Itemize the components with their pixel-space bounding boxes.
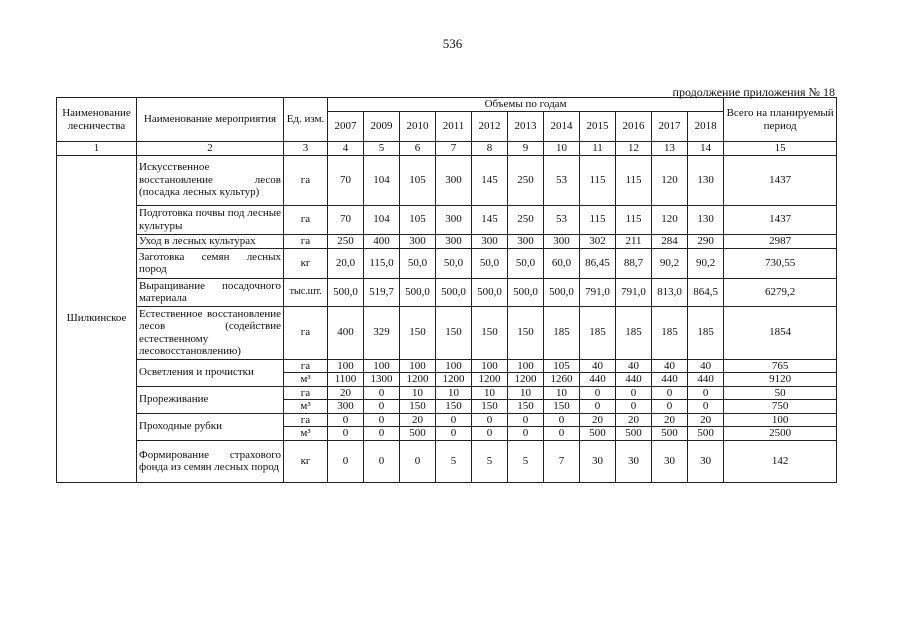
value-cell: 0 (472, 413, 508, 427)
value-cell: 1100 (328, 373, 364, 387)
value-cell: 20,0 (328, 248, 364, 278)
value-cell: 500 (652, 427, 688, 441)
value-cell: 300 (436, 155, 472, 205)
table-row (57, 386, 837, 400)
value-cell: 150 (400, 306, 436, 359)
value-cell: 30 (580, 440, 616, 482)
value-cell: 0 (436, 413, 472, 427)
value-cell: 0 (328, 427, 364, 441)
value-cell: 1200 (508, 373, 544, 387)
value-cell: 0 (688, 400, 724, 414)
unit-cell: га (284, 306, 328, 359)
value-cell: 0 (580, 386, 616, 400)
value-cell: 300 (436, 234, 472, 248)
value-cell: 0 (508, 413, 544, 427)
value-cell: 500,0 (508, 278, 544, 306)
total-cell: 750 (724, 400, 837, 414)
value-cell: 40 (652, 359, 688, 373)
value-cell: 0 (328, 440, 364, 482)
column-index: 5 (364, 142, 400, 156)
unit-cell: кг (284, 440, 328, 482)
table-row (57, 248, 837, 278)
value-cell: 60,0 (544, 248, 580, 278)
total-cell: 730,55 (724, 248, 837, 278)
value-cell: 10 (472, 386, 508, 400)
value-cell: 130 (688, 155, 724, 205)
value-cell: 0 (472, 427, 508, 441)
value-cell: 185 (544, 306, 580, 359)
value-cell: 0 (652, 386, 688, 400)
value-cell: 40 (688, 359, 724, 373)
unit-cell: га (284, 234, 328, 248)
value-cell: 88,7 (616, 248, 652, 278)
value-cell: 211 (616, 234, 652, 248)
value-cell: 500,0 (400, 278, 436, 306)
value-cell: 115 (580, 205, 616, 234)
column-index: 15 (724, 142, 837, 156)
table-row (57, 306, 837, 359)
value-cell: 0 (364, 400, 400, 414)
value-cell: 185 (580, 306, 616, 359)
value-cell: 50,0 (400, 248, 436, 278)
value-cell: 500,0 (544, 278, 580, 306)
value-cell: 185 (652, 306, 688, 359)
value-cell: 440 (688, 373, 724, 387)
unit-cell: га (284, 155, 328, 205)
value-cell: 7 (544, 440, 580, 482)
unit-cell: га (284, 205, 328, 234)
value-cell: 150 (508, 306, 544, 359)
unit-cell: м³ (284, 373, 328, 387)
value-cell: 50,0 (508, 248, 544, 278)
table-row (57, 359, 837, 373)
value-cell: 150 (508, 400, 544, 414)
value-cell: 115,0 (364, 248, 400, 278)
column-index: 4 (328, 142, 364, 156)
value-cell: 10 (508, 386, 544, 400)
activity-name: Уход в лесных культурах (137, 234, 284, 248)
value-cell: 20 (400, 413, 436, 427)
total-cell: 2987 (724, 234, 837, 248)
value-cell: 53 (544, 205, 580, 234)
value-cell: 5 (508, 440, 544, 482)
value-cell: 0 (364, 386, 400, 400)
column-index: 13 (652, 142, 688, 156)
value-cell: 791,0 (580, 278, 616, 306)
value-cell: 105 (400, 205, 436, 234)
value-cell: 300 (436, 205, 472, 234)
value-cell: 145 (472, 205, 508, 234)
forestry-name: Шилкинское (57, 155, 137, 482)
value-cell: 100 (436, 359, 472, 373)
total-cell: 1437 (724, 155, 837, 205)
column-index: 7 (436, 142, 472, 156)
value-cell: 500 (616, 427, 652, 441)
year-header: 2015 (580, 112, 616, 142)
year-header: 2010 (400, 112, 436, 142)
total-cell: 1437 (724, 205, 837, 234)
value-cell: 300 (508, 234, 544, 248)
value-cell: 10 (436, 386, 472, 400)
value-cell: 104 (364, 155, 400, 205)
column-index: 8 (472, 142, 508, 156)
value-cell: 5 (472, 440, 508, 482)
unit-cell: га (284, 413, 328, 427)
header-volumes: Объемы по годам (328, 98, 724, 112)
value-cell: 813,0 (652, 278, 688, 306)
value-cell: 20 (580, 413, 616, 427)
unit-cell: га (284, 359, 328, 373)
value-cell: 0 (400, 440, 436, 482)
value-cell: 70 (328, 155, 364, 205)
header-unit: Ед. изм. (284, 98, 328, 142)
value-cell: 53 (544, 155, 580, 205)
value-cell: 864,5 (688, 278, 724, 306)
year-header: 2013 (508, 112, 544, 142)
value-cell: 519,7 (364, 278, 400, 306)
value-cell: 440 (652, 373, 688, 387)
value-cell: 20 (616, 413, 652, 427)
value-cell: 0 (364, 440, 400, 482)
value-cell: 20 (688, 413, 724, 427)
value-cell: 0 (688, 386, 724, 400)
value-cell: 50,0 (436, 248, 472, 278)
year-header: 2018 (688, 112, 724, 142)
column-index: 11 (580, 142, 616, 156)
table-row (57, 155, 837, 205)
value-cell: 115 (616, 205, 652, 234)
value-cell: 791,0 (616, 278, 652, 306)
column-index: 3 (284, 142, 328, 156)
total-cell: 9120 (724, 373, 837, 387)
value-cell: 130 (688, 205, 724, 234)
value-cell: 250 (508, 155, 544, 205)
value-cell: 30 (616, 440, 652, 482)
value-cell: 400 (364, 234, 400, 248)
value-cell: 0 (544, 427, 580, 441)
activity-name: Прореживание (137, 386, 284, 413)
value-cell: 500 (400, 427, 436, 441)
activity-name: Естественное восстановление лесов (содействие естественному лесовосстановлению) (137, 306, 284, 359)
value-cell: 120 (652, 205, 688, 234)
value-cell: 0 (508, 427, 544, 441)
activity-name: Осветления и прочистки (137, 359, 284, 386)
continuation-caption: продолжение приложения № 18 (672, 85, 835, 99)
value-cell: 250 (508, 205, 544, 234)
total-cell: 1854 (724, 306, 837, 359)
total-cell: 142 (724, 440, 837, 482)
value-cell: 30 (652, 440, 688, 482)
year-header: 2012 (472, 112, 508, 142)
total-cell: 6279,2 (724, 278, 837, 306)
table-row (57, 205, 837, 234)
value-cell: 86,45 (580, 248, 616, 278)
unit-cell: тыс.шт. (284, 278, 328, 306)
page-number: 536 (442, 36, 463, 51)
unit-cell: м³ (284, 400, 328, 414)
value-cell: 302 (580, 234, 616, 248)
value-cell: 120 (652, 155, 688, 205)
value-cell: 100 (472, 359, 508, 373)
value-cell: 150 (400, 400, 436, 414)
value-cell: 1200 (472, 373, 508, 387)
value-cell: 400 (328, 306, 364, 359)
column-index: 1 (57, 142, 137, 156)
value-cell: 0 (544, 413, 580, 427)
value-cell: 290 (688, 234, 724, 248)
column-index: 9 (508, 142, 544, 156)
unit-cell: м³ (284, 427, 328, 441)
value-cell: 150 (544, 400, 580, 414)
unit-cell: га (284, 386, 328, 400)
year-header: 2009 (364, 112, 400, 142)
value-cell: 0 (616, 386, 652, 400)
total-cell: 765 (724, 359, 837, 373)
value-cell: 0 (652, 400, 688, 414)
value-cell: 150 (472, 400, 508, 414)
value-cell: 70 (328, 205, 364, 234)
value-cell: 1200 (400, 373, 436, 387)
value-cell: 500,0 (436, 278, 472, 306)
value-cell: 100 (400, 359, 436, 373)
value-cell: 284 (652, 234, 688, 248)
activity-name: Выращивание посадочного материала (137, 278, 284, 306)
value-cell: 105 (544, 359, 580, 373)
value-cell: 50,0 (472, 248, 508, 278)
value-cell: 500,0 (472, 278, 508, 306)
table-row (57, 234, 837, 248)
year-header: 2011 (436, 112, 472, 142)
value-cell: 300 (544, 234, 580, 248)
value-cell: 440 (616, 373, 652, 387)
value-cell: 500,0 (328, 278, 364, 306)
value-cell: 100 (328, 359, 364, 373)
value-cell: 150 (436, 400, 472, 414)
value-cell: 10 (544, 386, 580, 400)
table-row (57, 440, 837, 482)
value-cell: 1260 (544, 373, 580, 387)
value-cell: 500 (580, 427, 616, 441)
value-cell: 150 (436, 306, 472, 359)
value-cell: 10 (400, 386, 436, 400)
value-cell: 30 (688, 440, 724, 482)
value-cell: 0 (364, 427, 400, 441)
table-row (57, 278, 837, 306)
value-cell: 300 (472, 234, 508, 248)
value-cell: 0 (436, 427, 472, 441)
value-cell: 440 (580, 373, 616, 387)
value-cell: 1200 (436, 373, 472, 387)
value-cell: 104 (364, 205, 400, 234)
value-cell: 40 (580, 359, 616, 373)
value-cell: 300 (328, 400, 364, 414)
value-cell: 329 (364, 306, 400, 359)
value-cell: 105 (400, 155, 436, 205)
value-cell: 150 (472, 306, 508, 359)
activity-name: Подготовка почвы под лесные культуры (137, 205, 284, 234)
value-cell: 40 (616, 359, 652, 373)
activity-name: Заготовка семян лесных пород (137, 248, 284, 278)
value-cell: 145 (472, 155, 508, 205)
year-header: 2014 (544, 112, 580, 142)
column-index: 6 (400, 142, 436, 156)
header-activity: Наименование мероприятия (137, 98, 284, 142)
column-index: 14 (688, 142, 724, 156)
value-cell: 300 (400, 234, 436, 248)
total-cell: 50 (724, 386, 837, 400)
total-cell: 2500 (724, 427, 837, 441)
value-cell: 0 (616, 400, 652, 414)
value-cell: 0 (364, 413, 400, 427)
value-cell: 90,2 (652, 248, 688, 278)
value-cell: 0 (580, 400, 616, 414)
value-cell: 500 (688, 427, 724, 441)
value-cell: 115 (580, 155, 616, 205)
value-cell: 5 (436, 440, 472, 482)
header-total: Всего на планируемый период (724, 98, 837, 142)
value-cell: 250 (328, 234, 364, 248)
unit-cell: кг (284, 248, 328, 278)
header-forestry: Наименование лесничества (57, 98, 137, 142)
value-cell: 185 (616, 306, 652, 359)
column-index: 12 (616, 142, 652, 156)
total-cell: 100 (724, 413, 837, 427)
value-cell: 0 (328, 413, 364, 427)
value-cell: 100 (364, 359, 400, 373)
value-cell: 20 (652, 413, 688, 427)
activity-name: Проходные рубки (137, 413, 284, 440)
value-cell: 1300 (364, 373, 400, 387)
value-cell: 20 (328, 386, 364, 400)
year-header: 2007 (328, 112, 364, 142)
activity-name: Искусственное восстановление лесов (посадка лесных культур) (137, 155, 284, 205)
column-index: 10 (544, 142, 580, 156)
column-index: 2 (137, 142, 284, 156)
value-cell: 115 (616, 155, 652, 205)
year-header: 2017 (652, 112, 688, 142)
activity-name: Формирование страхового фонда из семян лесных пород (137, 440, 284, 482)
year-header: 2016 (616, 112, 652, 142)
value-cell: 185 (688, 306, 724, 359)
value-cell: 100 (508, 359, 544, 373)
table-row (57, 413, 837, 427)
forestry-activities-table (56, 97, 837, 483)
value-cell: 90,2 (688, 248, 724, 278)
